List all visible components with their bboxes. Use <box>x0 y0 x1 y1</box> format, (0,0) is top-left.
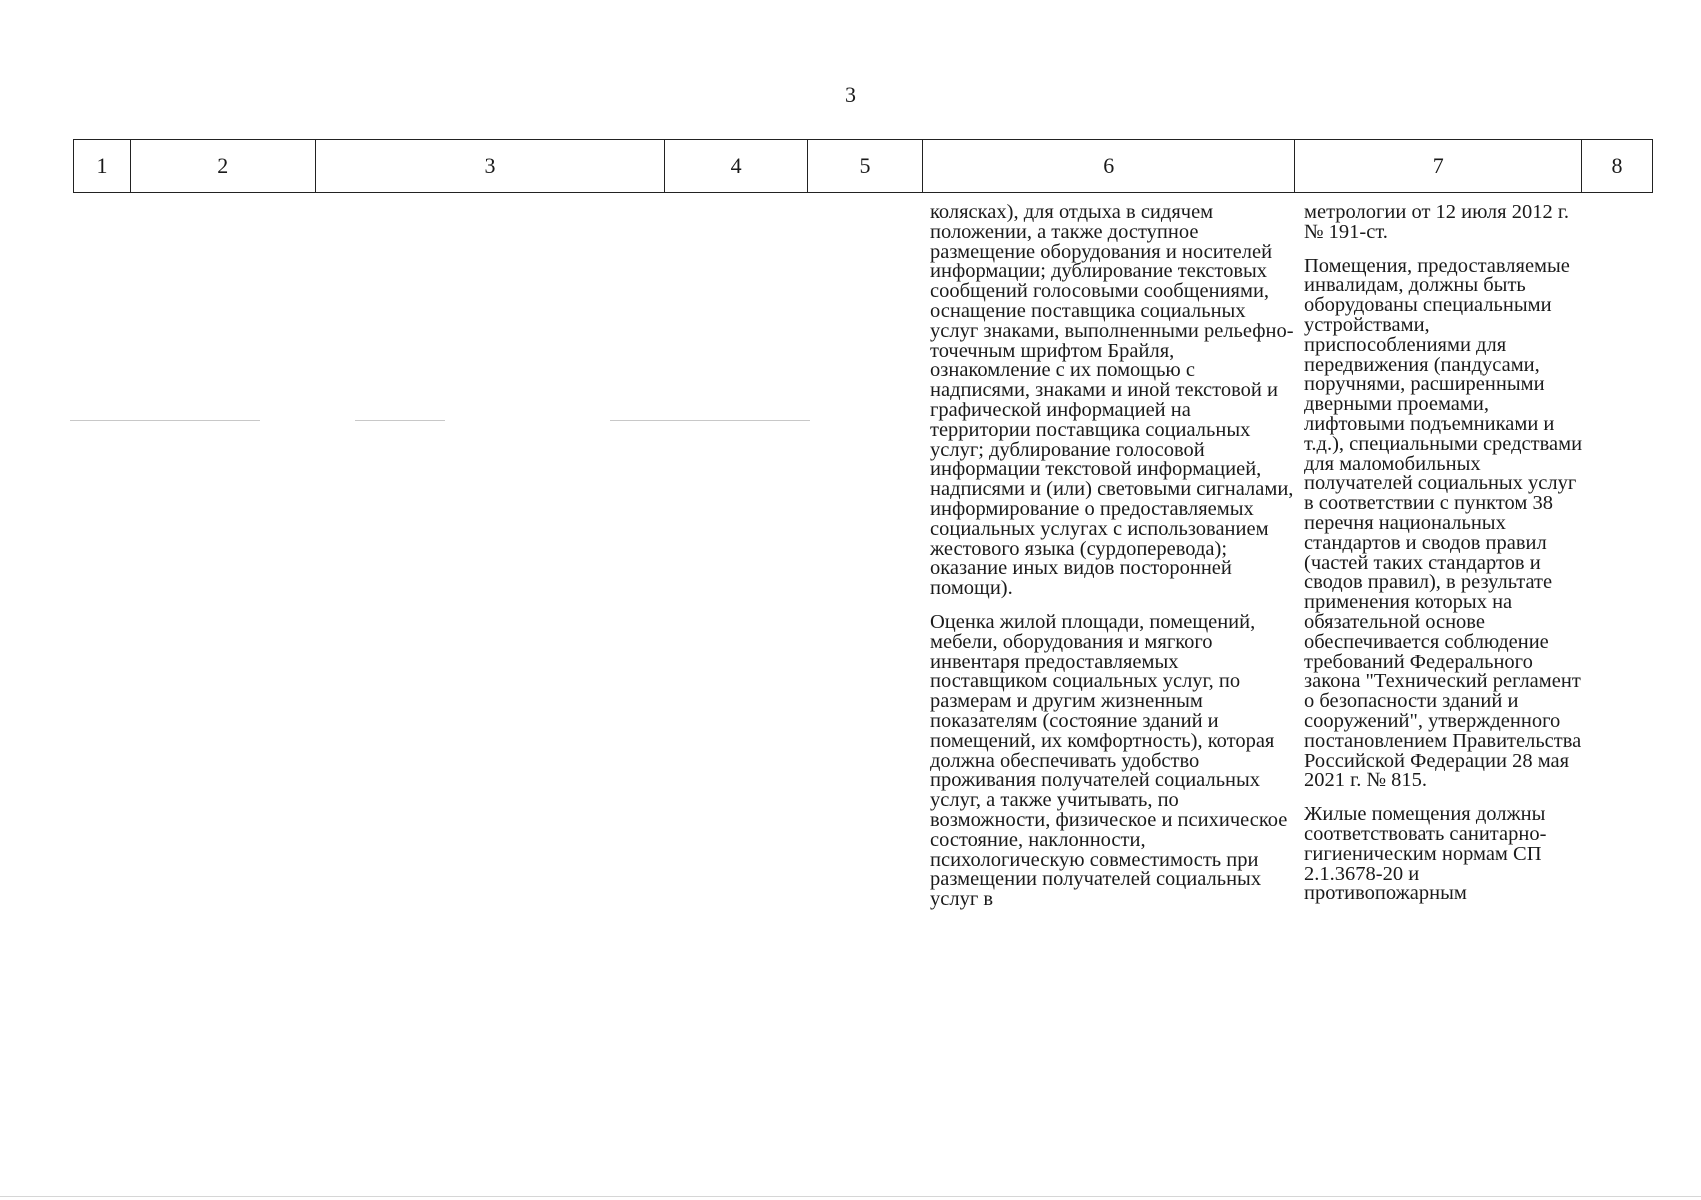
scan-artifact-line <box>610 420 810 421</box>
table-header-row <box>73 139 1653 193</box>
column-7-text <box>1304 203 1584 918</box>
col6-paragraph: колясках), для отдыха в сидячем положении, а также доступное размещение оборудования и носителей информации; дублирование текстовых сообщений голосовыми сообщениями, оснащение поставщика социальных услуг знаками, выполненными рельефно-точечным шрифтом Брайля, ознакомление с их помощью с надписями, знаками и иной текстовой и графической информацией на территории поставщика социальных услуг; дублирование голосовой информации текстовой информацией, надписями и (или) световыми сигналами, информирование о предоставляемых социальных услугах с использованием жестового языка (сурдоперевода); оказание иных видов посторонней помощи). <box>930 201 1294 600</box>
column-6-text <box>930 203 1295 924</box>
col6-paragraph: Оценка жилой площади, помещений, мебели, оборудования и мягкого инвентаря предоставляемых поставщиком социальных услуг, по размерам и другим жизненным показателям (состояние зданий и помещений, их комфортность), которая должна обеспечивать удобство проживания получателей социальных услуг, а также учитывать, по возможности, физическое и психическое состояние, наклонности, психологическую совместимость при размещении получателей социальных услуг в <box>930 610 1288 911</box>
header-cell-2: 2 <box>131 140 316 192</box>
scan-bottom-edge <box>0 1196 1701 1197</box>
header-cell-5: 5 <box>808 140 923 192</box>
header-cell-7: 7 <box>1295 140 1582 192</box>
header-cell-8: 8 <box>1611 153 1623 178</box>
scan-artifact-line <box>355 420 445 421</box>
page-number: 3 <box>845 82 856 107</box>
col7-paragraph: метрологии от 12 июля 2012 г. № 191-ст. <box>1304 201 1570 243</box>
col7-paragraph: Помещения, предоставляемые инвалидам, должны быть оборудованы специальными устройствами, приспособлениями для передвижения (пандусами, поручнями, расширенными дверными проемами, лифтовыми подъемниками и т.д.), специальными средствами для маломобильных получателей социальных услуг в соответствии с пунктом 38 перечня национальных стандартов и сводов правил (частей таких стандартов и сводов правил), в результате применения которых на обязательной основе обеспечивается соблюдение требований Федерального закона "Технический регламент о безопасности зданий и сооружений", утвержденного постановлением Правительства Российской Федерации 28 мая 2021 г. № 815. <box>1304 254 1583 792</box>
scan-artifact-line <box>70 420 260 421</box>
header-cell-4: 4 <box>665 140 808 192</box>
header-cell-6: 6 <box>923 140 1296 192</box>
header-cell-1: 1 <box>74 140 131 192</box>
col7-paragraph: Жилые помещения должны соответствовать санитарно-гигиеническим нормам СП 2.1.3678-20 и противопожарным <box>1304 803 1547 905</box>
header-cell-3: 3 <box>316 140 666 192</box>
